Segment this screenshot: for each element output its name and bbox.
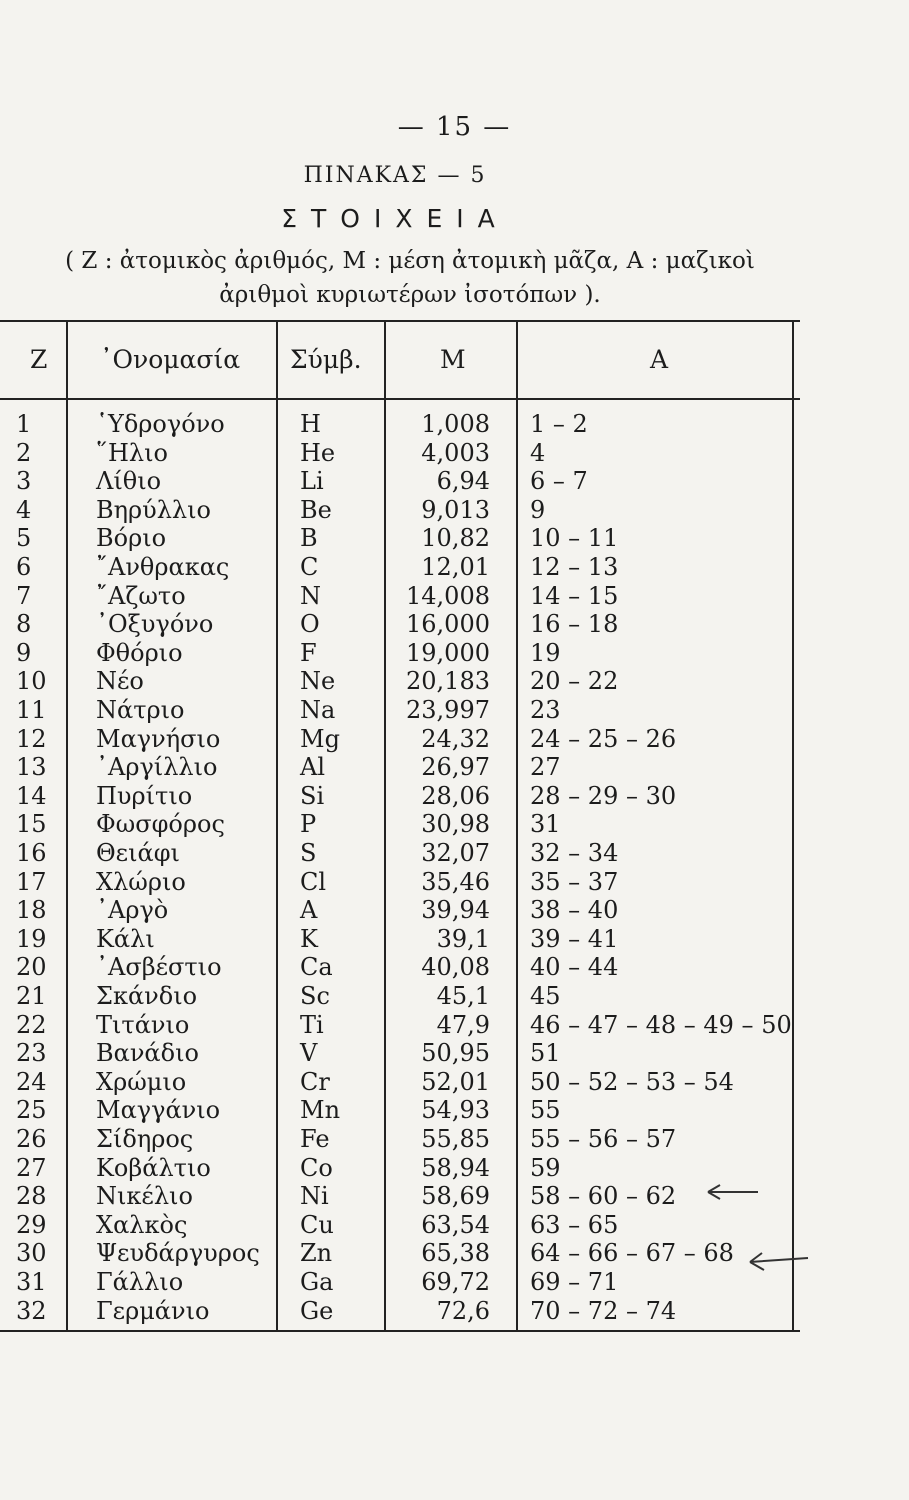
- element-number: 27: [16, 1153, 47, 1182]
- element-symbol: Al: [300, 753, 326, 782]
- element-mass: 40,08: [421, 953, 490, 982]
- element-isotopes: 4: [530, 438, 546, 467]
- element-isotopes: 20 – 22: [530, 667, 619, 696]
- element-symbol: Sc: [300, 982, 330, 1010]
- element-isotopes: 46 – 47 – 48 – 49 – 50: [530, 1010, 792, 1039]
- table-bottom-rule: [0, 1330, 800, 1332]
- element-number: 9: [16, 638, 32, 667]
- element-isotopes: 27: [530, 753, 561, 782]
- element-name: Μαγγάνιο: [96, 1096, 221, 1125]
- element-mass: 10,82: [421, 524, 490, 553]
- table-row: [0, 553, 800, 581]
- element-symbol: Na: [300, 696, 336, 724]
- element-symbol: Ca: [300, 953, 333, 982]
- element-symbol: F: [300, 638, 317, 667]
- table-row: [0, 639, 800, 667]
- element-mass: 54,93: [421, 1096, 490, 1125]
- element-number: 3: [16, 467, 32, 496]
- table-row: [0, 582, 800, 610]
- element-isotopes: 39 – 41: [530, 924, 619, 953]
- element-isotopes: 45: [530, 982, 561, 1010]
- page-title: ΣΤΟΙΧΕΙΑ: [281, 204, 509, 233]
- element-name: Κάλι: [96, 924, 155, 953]
- element-name: Βόριο: [96, 524, 167, 553]
- table-row: [0, 1211, 800, 1239]
- element-number: 29: [16, 1210, 47, 1239]
- element-symbol: C: [300, 553, 319, 581]
- element-isotopes: 12 – 13: [530, 553, 619, 581]
- element-symbol: Ti: [300, 1010, 324, 1039]
- element-number: 16: [16, 839, 47, 867]
- table-row: [0, 410, 800, 438]
- header-z: Ζ: [30, 345, 48, 374]
- element-mass: 39,1: [436, 924, 490, 953]
- element-symbol: Be: [300, 495, 332, 524]
- element-symbol: Si: [300, 781, 325, 810]
- header-rule: [0, 398, 800, 400]
- element-symbol: N: [300, 581, 321, 610]
- table-row: [0, 1125, 800, 1153]
- element-number: 21: [16, 982, 47, 1010]
- element-isotopes: 51: [530, 1039, 561, 1068]
- element-name: Πυρίτιο: [96, 781, 193, 810]
- element-mass: 45,1: [436, 982, 490, 1010]
- table-row: [0, 725, 800, 753]
- element-mass: 32,07: [421, 839, 490, 867]
- element-isotopes: 63 – 65: [530, 1210, 619, 1239]
- table-row: [0, 524, 800, 552]
- element-number: 5: [16, 524, 32, 553]
- element-mass: 69,72: [421, 1268, 490, 1296]
- element-name: ῎Αζωτο: [96, 581, 186, 610]
- element-name: ῞Ηλιο: [96, 438, 168, 467]
- element-number: 22: [16, 1010, 47, 1039]
- element-symbol: V: [300, 1039, 318, 1068]
- element-mass: 24,32: [421, 724, 490, 753]
- element-isotopes: 55: [530, 1096, 561, 1125]
- element-symbol: O: [300, 610, 320, 639]
- element-symbol: Ge: [300, 1296, 334, 1325]
- element-mass: 20,183: [406, 667, 490, 696]
- table-top-rule: [0, 320, 800, 322]
- element-mass: 23,997: [406, 696, 490, 724]
- table-row: [0, 1239, 800, 1267]
- element-mass: 63,54: [421, 1210, 490, 1239]
- element-mass: 30,98: [421, 810, 490, 839]
- element-name: Κοβάλτιο: [96, 1153, 211, 1182]
- element-number: 2: [16, 438, 32, 467]
- element-mass: 65,38: [421, 1239, 490, 1268]
- element-name: Βηρύλλιο: [96, 495, 211, 524]
- element-name: Νικέλιο: [96, 1182, 193, 1211]
- table-row: [0, 810, 800, 838]
- element-mass: 6,94: [436, 467, 490, 496]
- element-number: 19: [16, 924, 47, 953]
- element-isotopes: 58 – 60 – 62: [530, 1182, 677, 1211]
- element-isotopes: 10 – 11: [530, 524, 619, 553]
- table-row: [0, 1182, 800, 1210]
- element-name: Θειάφι: [96, 839, 180, 867]
- element-symbol: Ne: [300, 667, 336, 696]
- element-number: 28: [16, 1182, 47, 1211]
- element-mass: 47,9: [436, 1010, 490, 1039]
- element-symbol: Cr: [300, 1067, 330, 1096]
- header-name: ᾿Ονομασία: [100, 345, 241, 374]
- element-isotopes: 35 – 37: [530, 867, 619, 896]
- element-symbol: S: [300, 839, 317, 867]
- element-number: 14: [16, 781, 47, 810]
- table-label: ΠΙΝΑΚΑΣ — 5: [303, 163, 487, 188]
- element-name: ῎Ανθρακας: [96, 553, 230, 581]
- element-name: Χλώριο: [96, 867, 186, 896]
- table-row: [0, 982, 800, 1010]
- element-isotopes: 6 – 7: [530, 467, 588, 496]
- element-isotopes: 23: [530, 696, 561, 724]
- element-symbol: Ni: [300, 1182, 329, 1211]
- legend: [55, 244, 765, 312]
- left-arrow-icon: [740, 1248, 810, 1272]
- element-name: ᾿Οξυγόνο: [96, 610, 214, 639]
- element-name: Νέο: [96, 667, 144, 696]
- table-row: [0, 467, 800, 495]
- element-isotopes: 59: [530, 1153, 561, 1182]
- element-isotopes: 19: [530, 638, 561, 667]
- header-isotopes: Α: [650, 345, 669, 374]
- table-row: [0, 667, 800, 695]
- element-symbol: Ga: [300, 1268, 334, 1296]
- element-isotopes: 16 – 18: [530, 610, 619, 639]
- element-symbol: B: [300, 524, 318, 553]
- element-mass: 14,008: [406, 581, 490, 610]
- element-mass: 12,01: [421, 553, 490, 581]
- left-arrow-icon: [700, 1182, 760, 1202]
- element-symbol: Zn: [300, 1239, 333, 1268]
- element-name: ῾Υδρογόνο: [96, 410, 225, 438]
- element-number: 18: [16, 896, 47, 925]
- element-isotopes: 70 – 72 – 74: [530, 1296, 677, 1325]
- element-mass: 55,85: [421, 1125, 490, 1153]
- element-symbol: He: [300, 438, 336, 467]
- table-row: [0, 439, 800, 467]
- element-mass: 72,6: [436, 1296, 490, 1325]
- table-row: [0, 753, 800, 781]
- element-number: 24: [16, 1067, 47, 1096]
- table-row: [0, 925, 800, 953]
- header-mass: Μ: [440, 345, 466, 374]
- element-number: 30: [16, 1239, 47, 1268]
- element-isotopes: 24 – 25 – 26: [530, 724, 677, 753]
- element-symbol: Co: [300, 1153, 333, 1182]
- table-row: [0, 1268, 800, 1296]
- element-isotopes: 38 – 40: [530, 896, 619, 925]
- element-mass: 58,69: [421, 1182, 490, 1211]
- element-mass: 4,003: [421, 438, 490, 467]
- element-number: 17: [16, 867, 47, 896]
- element-number: 6: [16, 553, 32, 581]
- element-name: Γάλλιο: [96, 1268, 184, 1296]
- element-isotopes: 28 – 29 – 30: [530, 781, 677, 810]
- element-name: Λίθιο: [96, 467, 162, 496]
- element-mass: 1,008: [421, 410, 490, 438]
- element-symbol: P: [300, 810, 317, 839]
- legend-line-2: ἀριθμοὶ κυριωτέρων ἰσοτόπων ).: [219, 282, 601, 308]
- element-number: 8: [16, 610, 32, 639]
- element-mass: 28,06: [421, 781, 490, 810]
- legend-line-1: ( Ζ : ἀτομικὸς ἀριθμός, Μ : μέση ἀτομικὴ μᾶζα, Α : μαζικοὶ: [65, 248, 755, 274]
- element-name: Γερμάνιο: [96, 1296, 210, 1325]
- element-mass: 9,013: [421, 495, 490, 524]
- element-name: Χρώμιο: [96, 1067, 187, 1096]
- element-isotopes: 1 – 2: [530, 410, 588, 438]
- element-symbol: H: [300, 410, 321, 438]
- table-row: [0, 496, 800, 524]
- element-isotopes: 69 – 71: [530, 1268, 619, 1296]
- element-isotopes: 32 – 34: [530, 839, 619, 867]
- element-symbol: Cu: [300, 1210, 334, 1239]
- element-symbol: Mn: [300, 1096, 341, 1125]
- element-number: 20: [16, 953, 47, 982]
- element-symbol: K: [300, 924, 318, 953]
- element-symbol: A: [300, 896, 318, 925]
- element-mass: 52,01: [421, 1067, 490, 1096]
- element-name: ᾿Ασβέστιο: [96, 953, 222, 982]
- element-number: 15: [16, 810, 47, 839]
- element-number: 25: [16, 1096, 47, 1125]
- element-name: Σίδηρος: [96, 1125, 194, 1153]
- element-name: Φωσφόρος: [96, 810, 225, 839]
- table-row: [0, 896, 800, 924]
- header-symbol: Σύμβ.: [290, 345, 362, 374]
- element-isotopes: 55 – 56 – 57: [530, 1125, 677, 1153]
- element-name: Τιτάνιο: [96, 1010, 190, 1039]
- element-isotopes: 9: [530, 495, 546, 524]
- element-number: 31: [16, 1268, 47, 1296]
- table-row: [0, 1154, 800, 1182]
- element-mass: 19,000: [406, 638, 490, 667]
- element-mass: 35,46: [421, 867, 490, 896]
- element-name: ᾿Αργίλλιο: [96, 753, 218, 782]
- element-number: 12: [16, 724, 47, 753]
- element-symbol: Li: [300, 467, 324, 496]
- element-number: 4: [16, 495, 32, 524]
- element-symbol: Fe: [300, 1125, 330, 1153]
- element-name: Χαλκὸς: [96, 1210, 188, 1239]
- element-isotopes: 64 – 66 – 67 – 68: [530, 1239, 734, 1268]
- page-number: — 15 —: [397, 112, 512, 142]
- element-mass: 50,95: [421, 1039, 490, 1068]
- element-symbol: Cl: [300, 867, 327, 896]
- element-name: Νάτριο: [96, 696, 185, 724]
- element-name: Βανάδιο: [96, 1039, 199, 1068]
- element-name: Ψευδάργυρος: [96, 1239, 260, 1268]
- table-row: [0, 696, 800, 724]
- table-row: [0, 839, 800, 867]
- element-number: 32: [16, 1296, 47, 1325]
- table-row: [0, 1011, 800, 1039]
- table-row: [0, 782, 800, 810]
- element-mass: 16,000: [406, 610, 490, 639]
- table-row: [0, 610, 800, 638]
- element-number: 23: [16, 1039, 47, 1068]
- element-mass: 26,97: [421, 753, 490, 782]
- element-isotopes: 40 – 44: [530, 953, 619, 982]
- element-isotopes: 14 – 15: [530, 581, 619, 610]
- element-number: 10: [16, 667, 47, 696]
- element-symbol: Mg: [300, 724, 340, 753]
- element-isotopes: 31: [530, 810, 561, 839]
- element-mass: 39,94: [421, 896, 490, 925]
- element-number: 11: [16, 696, 47, 724]
- element-name: Μαγνήσιο: [96, 724, 221, 753]
- table-row: [0, 1297, 800, 1325]
- table-row: [0, 1068, 800, 1096]
- table-row: [0, 1039, 800, 1067]
- table-row: [0, 953, 800, 981]
- element-name: ᾿Αργὸ: [96, 896, 169, 925]
- element-number: 26: [16, 1125, 47, 1153]
- element-name: Φθόριο: [96, 638, 183, 667]
- element-number: 1: [16, 410, 32, 438]
- element-number: 13: [16, 753, 47, 782]
- element-name: Σκάνδιο: [96, 982, 198, 1010]
- element-mass: 58,94: [421, 1153, 490, 1182]
- table-row: [0, 868, 800, 896]
- element-isotopes: 50 – 52 – 53 – 54: [530, 1067, 734, 1096]
- table-row: [0, 1096, 800, 1124]
- element-number: 7: [16, 581, 32, 610]
